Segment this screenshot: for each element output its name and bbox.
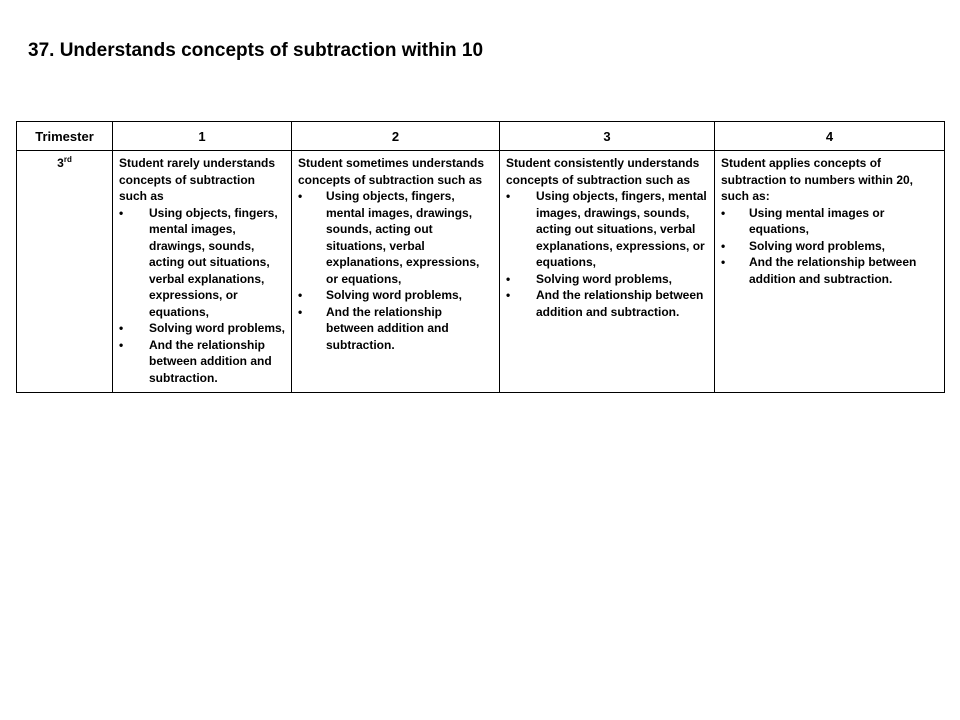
trimester-number: 3: [57, 156, 64, 170]
list-item: [119, 320, 285, 337]
bullet-icon: •: [298, 304, 303, 319]
list-item: [721, 254, 938, 287]
list-item: [298, 287, 493, 304]
level-3-cell: [500, 151, 715, 393]
bullet-icon: •: [298, 288, 303, 302]
level-3-intro: Student consistently understands concepts of subtraction such as: [506, 156, 700, 187]
level-4-cell: [715, 151, 945, 393]
bullet-icon: •: [721, 205, 726, 220]
page-title: 37. Understands concepts of subtraction within 10: [28, 40, 484, 61]
list-item: [298, 304, 493, 354]
list-item-text: And the relationship between addition and subtraction.: [149, 337, 272, 385]
list-item-text: Solving word problems,: [149, 321, 286, 335]
bullet-icon: •: [721, 238, 726, 253]
level-2-cell: [292, 151, 500, 393]
trimester-suffix: rd: [63, 155, 72, 164]
list-item: [298, 188, 493, 287]
header-level-2: 2: [292, 122, 500, 151]
header-row: [17, 122, 945, 151]
list-item: [119, 337, 285, 387]
trimester-cell: [17, 151, 113, 393]
rubric-table: [16, 121, 945, 393]
header-trimester: Trimester: [17, 122, 113, 151]
list-item: [119, 205, 285, 321]
bullet-icon: •: [298, 189, 303, 203]
list-item-text: Using mental images or equations,: [749, 205, 885, 236]
level-1-list: [119, 205, 285, 387]
list-item: [506, 287, 708, 320]
list-item: [506, 188, 708, 271]
header-level-4: 4: [715, 122, 945, 151]
level-4-intro: Student applies concepts of subtraction to numbers within 20, such as:: [721, 156, 914, 203]
level-2-list: [298, 188, 493, 353]
list-item-text: Solving word problems,: [326, 288, 463, 302]
header-level-3: 3: [500, 122, 715, 151]
list-item-text: And the relationship between addition and subtraction.: [326, 304, 449, 352]
list-item-text: Solving word problems,: [536, 271, 673, 286]
list-item: [721, 238, 938, 255]
bullet-icon: •: [506, 271, 511, 286]
list-item-text: And the relationship between addition and subtraction.: [536, 288, 704, 319]
bullet-icon: •: [721, 255, 726, 269]
level-3-list: [506, 188, 708, 320]
list-item-text: Using objects, fingers, mental images, drawings, sounds, acting out situations, verbal explanations, expressions, or equations,: [149, 205, 278, 319]
header-level-1: 1: [113, 122, 292, 151]
list-item-text: Solving word problems,: [749, 238, 886, 253]
level-1-cell: [113, 151, 292, 393]
level-4-list: [721, 205, 938, 288]
bullet-icon: •: [119, 321, 124, 335]
bullet-icon: •: [506, 288, 511, 302]
list-item: [721, 205, 938, 238]
bullet-icon: •: [506, 189, 511, 203]
list-item-text: Using objects, fingers, mental images, drawings, sounds, acting out situations, verbal explanations, expressions, or equations,: [326, 189, 480, 286]
bullet-icon: •: [119, 205, 124, 220]
level-2-intro: Student sometimes understands concepts of subtraction such as: [298, 156, 485, 187]
list-item-text: And the relationship between addition and subtraction.: [749, 255, 917, 286]
bullet-icon: •: [119, 337, 124, 352]
level-1-intro: Student rarely understands concepts of subtraction such as: [119, 156, 276, 203]
list-item: [506, 271, 708, 288]
list-item-text: Using objects, fingers, mental images, drawings, sounds, acting out situations, verbal explanations, expressions, or equations,: [536, 189, 707, 269]
table-row: [17, 151, 945, 393]
